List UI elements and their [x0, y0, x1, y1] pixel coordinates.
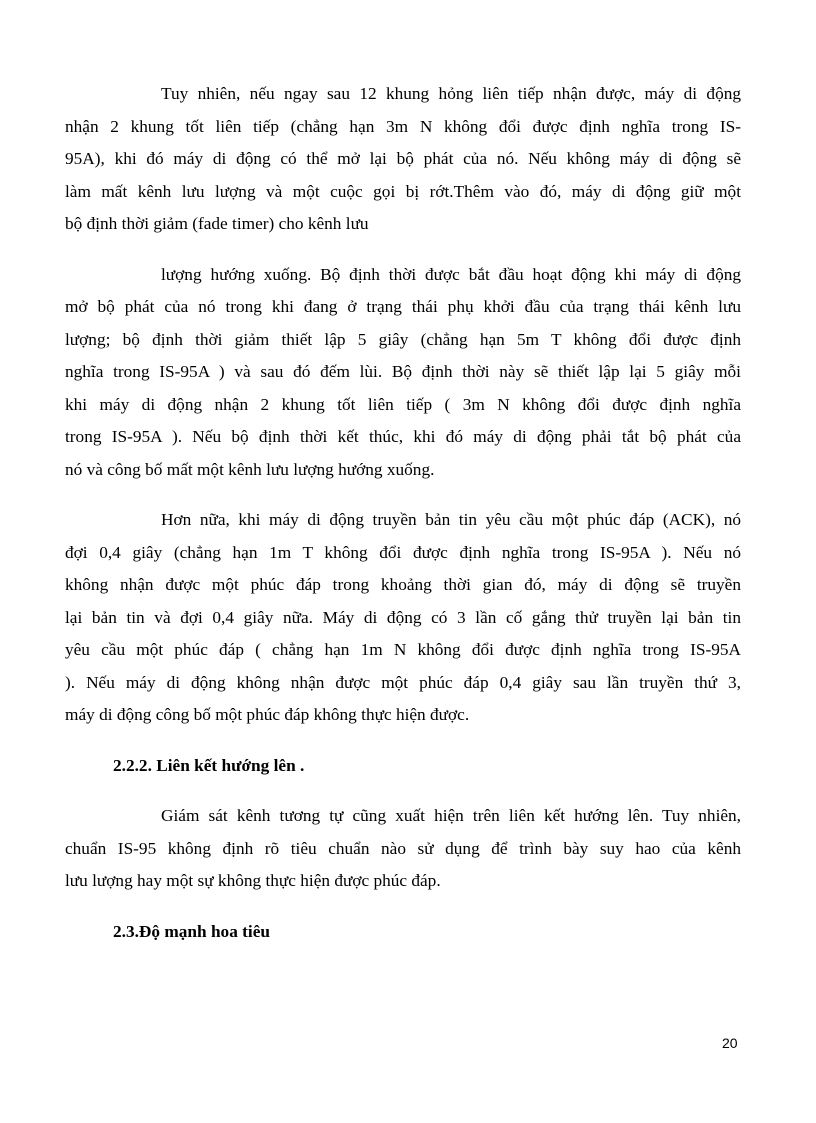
paragraph-line: Tuy nhiên, nếu ngay sau 12 khung hỏng liên tiếp nhận được, máy di động	[161, 84, 741, 103]
paragraph-line: ). Nếu máy di động không nhận được một phúc đáp 0,4 giây sau lần truyền thứ 3,	[65, 672, 741, 692]
paragraph-line: máy di động công bố một phúc đáp không thực hiện được.	[65, 705, 470, 724]
paragraph-line: mở bộ phát của nó trong khi đang ở trạng thái phụ khởi đầu của trạng thái kênh lưu	[65, 297, 741, 316]
paragraph-line: lượng hướng xuống. Bộ định thời được bắt đầu hoạt động khi máy di động	[161, 264, 741, 284]
paragraph-line: 95A), khi đó máy di động có thể mở lại bộ phát của nó. Nếu không máy di động sẽ	[65, 149, 741, 168]
paragraph-line: lưu lượng hay một sự không thực hiện được phúc đáp.	[65, 871, 441, 890]
paragraph-line: bộ định thời giảm (fade timer) cho kênh lưu	[65, 214, 369, 233]
document-page	[65, 78, 741, 966]
paragraph-line: nhận 2 khung tốt liên tiếp (chẳng hạn 3m N không đổi được định nghĩa trong IS-	[65, 116, 741, 136]
section-heading-2-3: 2.3.Độ mạnh hoa tiêu	[113, 921, 270, 941]
paragraph-line: chuẩn IS-95 không định rõ tiêu chuẩn nào sử dụng để trình bày suy hao của kênh	[65, 838, 741, 858]
paragraph-line: Giám sát kênh tương tự cũng xuất hiện trên liên kết hướng lên. Tuy nhiên,	[161, 806, 741, 825]
page-number: 20	[722, 1035, 738, 1051]
section-heading-2-2-2: 2.2.2. Liên kết hướng lên .	[113, 755, 305, 775]
paragraph-line: làm mất kênh lưu lượng và một cuộc gọi bị rớt.Thêm vào đó, máy di động giữ một	[65, 181, 741, 201]
paragraph-2	[65, 259, 741, 487]
paragraph-line: nó và công bố mất một kênh lưu lượng hướng xuống.	[65, 459, 435, 479]
paragraph-4	[65, 800, 741, 898]
paragraph-line: nghĩa trong IS-95A ) và sau đó đếm lùi. Bộ định thời này sẽ thiết lập lại 5 giây mỗi	[65, 362, 741, 381]
paragraph-line: yêu cầu một phúc đáp ( chẳng hạn 1m N không đổi được định nghĩa trong IS-95A	[65, 640, 741, 659]
paragraph-line: trong IS-95A ). Nếu bộ định thời kết thúc, khi đó máy di động phải tắt bộ phát của	[65, 427, 741, 446]
paragraph-3	[65, 504, 741, 732]
paragraph-line: Hơn nữa, khi máy di động truyền bản tin yêu cầu một phúc đáp (ACK), nó	[161, 510, 741, 529]
paragraph-line: đợi 0,4 giây (chẳng hạn 1m T không đổi được định nghĩa trong IS-95A ). Nếu nó	[65, 542, 741, 562]
paragraph-line: không nhận được một phúc đáp trong khoảng thời gian đó, máy di động sẽ truyền	[65, 575, 741, 594]
paragraph-line: lại bản tin và đợi 0,4 giây nữa. Máy di động có 3 lần cố gắng thử truyền lại bản tin	[65, 607, 741, 627]
paragraph-line: khi máy di động nhận 2 khung tốt liên tiếp ( 3m N không đổi được định nghĩa	[65, 394, 741, 414]
paragraph-1	[65, 78, 741, 241]
paragraph-line: lượng; bộ định thời giảm thiết lập 5 giây (chẳng hạn 5m T không đổi được định	[65, 329, 741, 349]
